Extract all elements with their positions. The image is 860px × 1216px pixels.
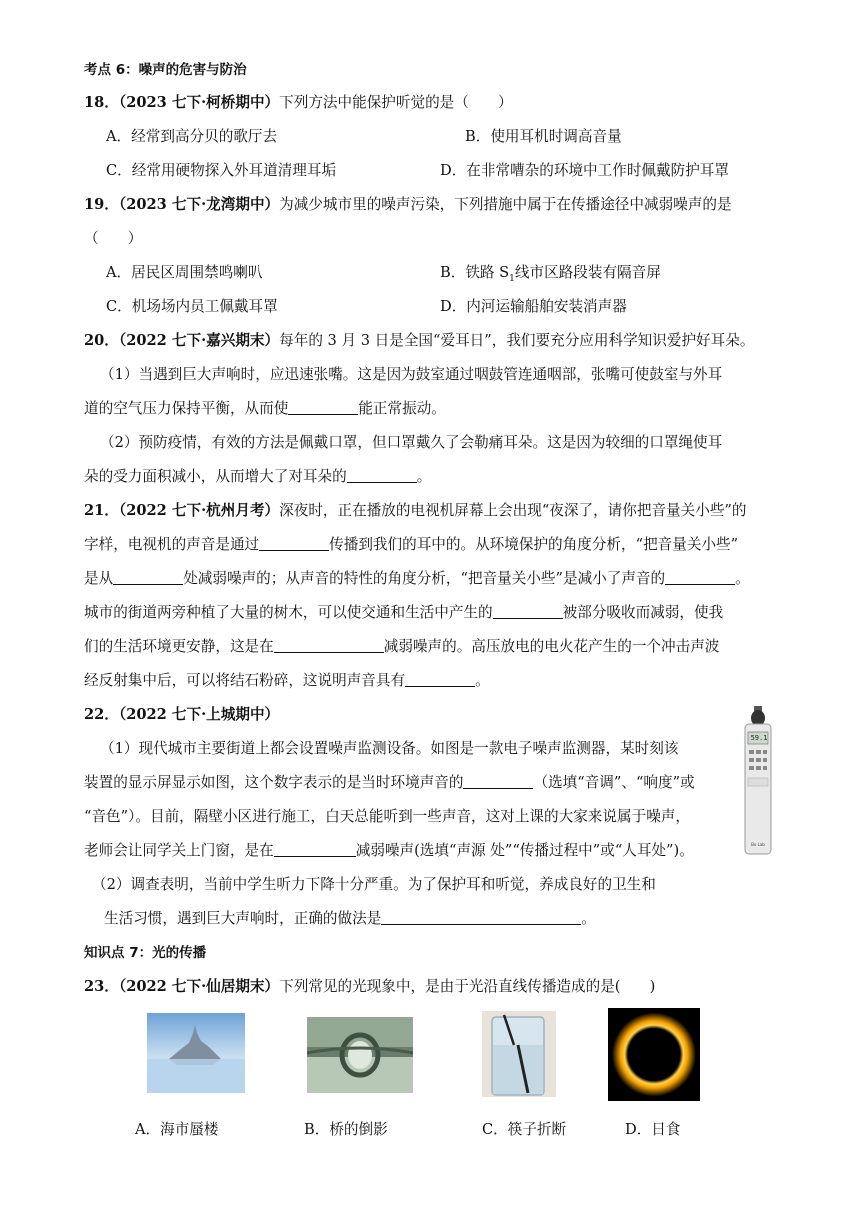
meter-display: 59.1: [750, 734, 768, 742]
eclipse-icon: [608, 1008, 700, 1101]
question-source: （2023 七下·柯桥期中）: [118, 94, 280, 111]
question-21-line-4: [84, 603, 723, 623]
question-21-line-5: [84, 637, 719, 657]
section-heading: 考点 6：噪声的危害与防治: [84, 62, 247, 78]
subscript: 1: [509, 273, 515, 284]
part-1-line-4: [84, 841, 694, 861]
question-text: 每年的 3 月 3 日是全国“爱耳日”，我们要充分应用科学知识爱护好耳朵。: [279, 332, 755, 349]
answer-blank[interactable]: [259, 535, 329, 551]
question-20: [84, 331, 754, 351]
text: 装置的显示屏显示如图，这个数字表示的是当时环境声音的: [84, 774, 464, 791]
text: 传播到我们的耳中的。从环境保护的角度分析，“把音量关小些”: [329, 536, 739, 553]
image-bridge-reflection: [307, 1017, 413, 1093]
option-a: A．经常到高分贝的歌厅去: [106, 128, 278, 145]
answer-blank[interactable]: [381, 909, 581, 925]
text: （选填“音调”、“响度”或: [533, 774, 695, 791]
option-b-text-rest: 线市区路段装有隔音屏: [514, 264, 661, 281]
part-2-line-2: [84, 467, 431, 487]
noise-meter-image: [741, 706, 775, 856]
part-2-line-1: （2）调查表明，当前中学生听力下降十分严重。为了保护耳和听觉，养成良好的卫生和: [92, 876, 656, 893]
answer-blank[interactable]: [463, 773, 533, 789]
caption-b: B．桥的倒影: [304, 1121, 388, 1138]
question-22: [84, 705, 279, 725]
option-c: C．机场场内员工佩戴耳罩: [106, 298, 278, 315]
answer-blank[interactable]: [274, 841, 356, 857]
bridge-icon: [307, 1017, 413, 1093]
question-source: （2023 七下·龙湾期中）: [118, 196, 280, 213]
text: 能正常振动。: [358, 400, 446, 417]
text: 经反射集中后，可以将结石粉碎，这说明声音具有: [84, 672, 406, 689]
question-source: （2022 七下·杭州月考）: [118, 502, 280, 519]
option-b: B．使用耳机时调高音量: [465, 128, 622, 145]
text: 道的空气压力保持平衡，从而使: [84, 400, 289, 417]
text: 。: [735, 570, 750, 587]
option-d: D．在非常嘈杂的环境中工作时佩戴防护耳罩: [440, 162, 729, 179]
text: 朵的受力面积减小，从而增大了对耳朵的: [84, 468, 347, 485]
text: 城市的街道两旁种植了大量的树木，可以使交通和生活中产生的: [84, 604, 493, 621]
question-19: [84, 195, 732, 215]
caption-d: D．日食: [625, 1121, 681, 1138]
question-source: （2022 七下·嘉兴期末）: [118, 332, 280, 349]
question-21: [84, 501, 746, 521]
meter-brand: Bo Lab: [751, 842, 765, 847]
text: 被部分吸收而减弱，使我: [562, 604, 724, 621]
mirage-icon: [147, 1013, 245, 1093]
noise-meter-icon: [741, 706, 775, 856]
question-number: 23．: [84, 978, 119, 995]
part-1-line-3: “音色”）。目前，隔壁小区进行施工，白天总能听到一些声音，这对上课的大家来说属于噪声，: [84, 808, 690, 825]
answer-blank[interactable]: [347, 467, 417, 483]
part-1-line-2: [84, 773, 695, 793]
answer-blank[interactable]: [405, 671, 475, 687]
question-text: 下列方法中能保护听觉的是（ ）: [279, 94, 513, 111]
text: 生活习惯，遇到巨大声响时，正确的做法是: [104, 910, 382, 927]
question-source: （2022 七下·仙居期末）: [118, 978, 280, 995]
question-number: 20．: [84, 332, 119, 349]
text: 减弱噪声(选填“声源 处”“传播过程中”或“人耳处”)。: [355, 842, 694, 859]
question-21-line-2: [84, 535, 738, 555]
option-b-text: B．铁路 S: [440, 264, 510, 281]
answer-blank[interactable]: [288, 399, 358, 415]
question-text: 深夜时，正在播放的电视机屏幕上会出现“夜深了，请你把音量关小些”的: [279, 502, 747, 519]
question-21-line-6: [84, 671, 490, 691]
part-1-line-1: （1）当遇到巨大声响时，应迅速张嘴。这是因为鼓室通过咽鼓管连通咽部，张嘴可使鼓室与外耳: [100, 366, 723, 383]
image-chopsticks: [482, 1011, 556, 1097]
question-text: 为减少城市里的噪声污染，下列措施中属于在传播途径中减弱噪声的是: [279, 196, 732, 213]
part-1-line-1: （1）现代城市主要街道上都会设置噪声监测设备。如图是一款电子噪声监测器，某时刻该: [100, 740, 679, 757]
question-21-line-3: [84, 569, 750, 589]
question-number: 22．: [84, 706, 119, 723]
image-solar-eclipse: [608, 1008, 700, 1101]
option-b: [440, 263, 661, 289]
caption-c: C．筷子折断: [482, 1121, 567, 1138]
option-d: D．内河运输船舶安装消声器: [440, 298, 627, 315]
text: 是从: [84, 570, 114, 587]
question-23: [84, 977, 655, 997]
question-18: [84, 93, 513, 113]
answer-blank[interactable]: [113, 569, 183, 585]
option-c: C．经常用硬物探入外耳道清理耳垢: [106, 162, 337, 179]
text: 处减弱噪声的；从声音的特性的角度分析，“把音量关小些”是减小了声音的: [183, 570, 666, 587]
answer-paren: （ ）: [84, 230, 143, 247]
part-2-line-1: （2）预防疫情，有效的方法是佩戴口罩，但口罩戴久了会勒痛耳朵。这是因为较细的口罩绳使耳: [100, 434, 723, 451]
question-number: 18．: [84, 94, 119, 111]
text: 。: [475, 672, 490, 689]
option-a: A．居民区周围禁鸣喇叭: [106, 264, 263, 281]
part-1-line-2: [84, 399, 446, 419]
text: 。: [416, 468, 432, 485]
question-text: 下列常见的光现象中，是由于光沿直线传播造成的是( ): [279, 978, 656, 995]
text: 们的生活环境更安静，这是在: [84, 638, 274, 655]
text: 减弱噪声的。高压放电的电火花产生的一个冲击声波: [383, 638, 720, 655]
text: 字样，电视机的声音是通过: [84, 536, 260, 553]
answer-blank[interactable]: [493, 603, 563, 619]
question-number: 21．: [84, 502, 119, 519]
text: 老师会让同学关上门窗，是在: [84, 842, 274, 859]
chopsticks-icon: [482, 1011, 556, 1097]
text: 。: [581, 910, 596, 927]
part-2-line-2: [104, 909, 596, 929]
question-number: 19．: [84, 196, 119, 213]
question-source: （2022 七下·上城期中）: [118, 706, 280, 723]
answer-blank[interactable]: [665, 569, 735, 585]
answer-blank[interactable]: [274, 637, 384, 653]
image-mirage: [147, 1013, 245, 1093]
section-heading: 知识点 7：光的传播: [84, 945, 207, 961]
caption-a: A．海市蜃楼: [135, 1121, 219, 1138]
